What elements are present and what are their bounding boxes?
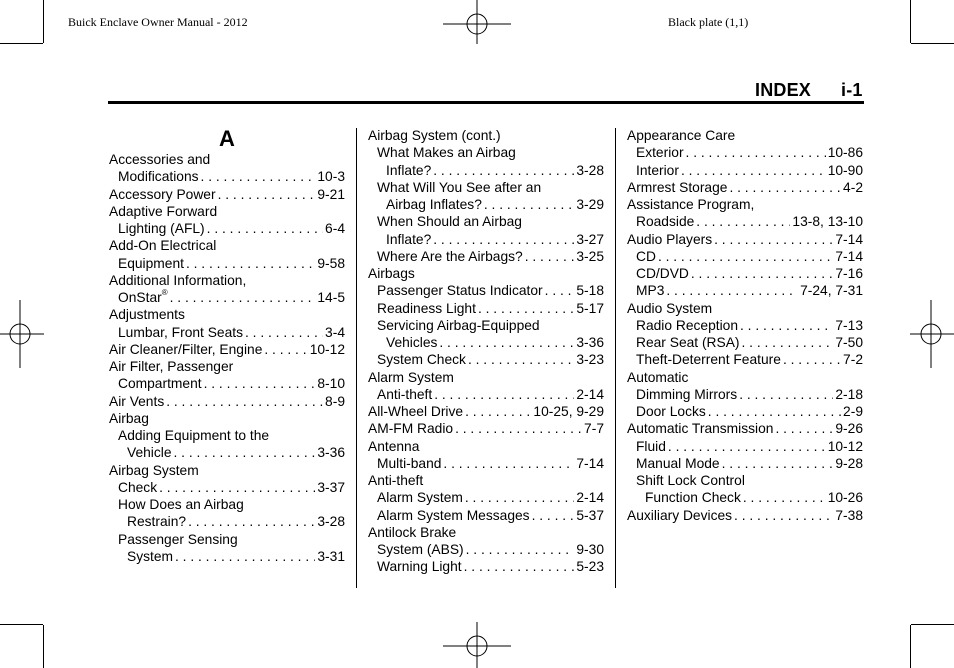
entry-page-ref: 7-24, 7-31 — [800, 283, 863, 299]
entry-term-text: Lighting (AFL) — [118, 221, 205, 236]
index-entry — [627, 455, 863, 472]
index-entry: Assistance Program, — [627, 197, 755, 212]
dot-leader — [739, 386, 833, 403]
entry-term — [636, 403, 706, 420]
entry-term-text: Readiness Light — [377, 300, 476, 316]
plate-label: Black plate (1,1) — [668, 15, 749, 29]
crop-mark — [910, 0, 911, 43]
index-entry — [368, 282, 604, 299]
index-column-2 — [368, 127, 604, 576]
registration-mark-icon — [443, 0, 511, 44]
entry-term — [636, 248, 656, 265]
index-entry: Appearance Care — [627, 128, 736, 143]
entry-page-ref: 3-4 — [325, 324, 345, 340]
dot-leader — [170, 289, 316, 306]
index-entry: What Will You See after an — [377, 179, 542, 195]
index-entry — [368, 507, 604, 524]
entry-term — [368, 420, 453, 437]
entry-page-ref: 3-31 — [317, 548, 345, 564]
entry-page-ref: 3-25 — [576, 248, 604, 264]
entry-term — [386, 231, 431, 248]
entry-term — [627, 231, 712, 248]
entry-term-text: Air Cleaner/Filter, Engine — [109, 341, 263, 357]
index-entry — [627, 248, 863, 265]
index-entry — [109, 186, 345, 203]
index-entry: Passenger Sensing — [118, 531, 238, 547]
index-entry — [627, 213, 863, 230]
index-entry: Antilock Brake — [368, 524, 457, 540]
index-entry — [368, 231, 604, 248]
entry-term-text: Warning Light — [377, 559, 462, 575]
entry-page-ref: 7-13 — [835, 317, 863, 333]
entry-page-ref: 10-26 — [827, 490, 863, 506]
index-entry — [109, 513, 345, 530]
entry-term-text: Equipment — [118, 255, 184, 271]
entry-page-ref: 10-86 — [827, 145, 863, 161]
entry-term — [636, 282, 664, 299]
dot-leader — [714, 231, 833, 248]
dot-leader — [464, 558, 575, 575]
index-entry: Adaptive Forward — [109, 203, 218, 219]
dot-leader — [455, 420, 582, 437]
entry-term — [636, 386, 737, 403]
index-entry — [368, 386, 604, 403]
entry-term — [627, 179, 727, 196]
entry-page-ref: 7-2 — [843, 352, 863, 368]
crop-mark — [911, 43, 954, 44]
entry-page-ref: 2-18 — [835, 386, 863, 402]
entry-term-text: System Check — [377, 352, 466, 368]
dot-leader — [204, 375, 316, 392]
dot-leader — [188, 513, 315, 530]
entry-term — [386, 196, 482, 213]
index-entry: Airbags — [368, 266, 415, 281]
entry-page-ref: 9-28 — [835, 455, 863, 471]
entry-term — [118, 289, 168, 306]
entry-term — [636, 144, 684, 161]
entry-page-ref: 9-26 — [835, 421, 863, 437]
entry-term — [377, 282, 543, 299]
entry-term — [386, 162, 431, 179]
index-entry — [368, 541, 604, 558]
entry-page-ref: 5-37 — [576, 507, 604, 523]
crop-mark — [911, 624, 954, 625]
entry-page-ref: 10-12 — [827, 438, 863, 454]
index-entry: What Makes an Airbag — [377, 145, 516, 161]
entry-term-text: System (ABS) — [377, 542, 464, 557]
entry-term-text: Air Vents — [109, 393, 165, 409]
entry-term-text: Inflate? — [386, 162, 432, 178]
entry-term-text: Modifications — [118, 169, 199, 185]
entry-page-ref: 3-23 — [576, 352, 604, 368]
entry-term-text: Exterior — [636, 145, 684, 161]
index-entry — [368, 334, 604, 351]
column-divider — [356, 128, 357, 588]
entry-term — [627, 507, 732, 524]
dot-leader — [484, 196, 575, 213]
dot-leader — [783, 351, 841, 368]
entry-term-text: Restrain? — [127, 514, 187, 530]
dot-leader — [468, 351, 574, 368]
index-entry — [627, 351, 863, 368]
entry-page-ref: 10-25, 9-29 — [533, 404, 604, 419]
index-entry — [368, 162, 604, 179]
entry-term-text: CD/DVD — [636, 266, 689, 281]
index-entry — [109, 324, 345, 341]
index-entry: Antenna — [368, 438, 420, 454]
dot-leader — [525, 248, 575, 265]
index-entry: Automatic — [627, 369, 689, 385]
entry-page-ref: 3-36 — [576, 335, 604, 350]
entry-term — [627, 420, 773, 437]
column-divider — [615, 128, 616, 588]
dot-leader — [708, 403, 841, 420]
index-entry — [368, 248, 604, 265]
dot-leader — [532, 507, 575, 524]
dot-leader — [264, 341, 307, 358]
dot-leader — [166, 393, 323, 410]
entry-page-ref: 8-9 — [325, 393, 345, 409]
index-entry: Adding Equipment to the — [118, 428, 270, 443]
entry-term-text: Roadside — [636, 214, 695, 230]
registered-mark: ® — [161, 288, 168, 297]
entry-term — [127, 513, 186, 530]
entry-page-ref: 5-18 — [576, 283, 604, 299]
entry-term — [377, 507, 530, 524]
entry-page-ref: 7-14 — [835, 248, 863, 264]
entry-page-ref: 3-27 — [576, 231, 604, 247]
entry-term-text: AM-FM Radio — [368, 421, 454, 437]
entry-term — [377, 489, 463, 506]
entry-page-ref: 2-14 — [576, 490, 604, 506]
header-rule — [108, 101, 864, 104]
entry-term — [118, 255, 184, 272]
entry-term — [636, 213, 694, 230]
dot-leader — [722, 455, 834, 472]
index-entry — [109, 168, 345, 185]
entry-term — [109, 393, 164, 410]
entry-page-ref: 9-30 — [576, 542, 604, 557]
index-entry — [627, 317, 863, 334]
index-entry — [109, 341, 345, 358]
entry-term-text: Passenger Status Indicator — [377, 283, 543, 299]
entry-term-text: Fluid — [636, 438, 666, 454]
registration-mark-icon — [0, 300, 44, 368]
entry-term — [377, 455, 441, 472]
index-entry — [109, 289, 345, 306]
index-entry — [368, 351, 604, 368]
entry-term-text: Armrest Storage — [627, 179, 728, 195]
index-entry — [368, 489, 604, 506]
index-entry: When Should an Airbag — [377, 214, 522, 230]
index-entry: Airbag System (cont.) — [368, 128, 501, 143]
index-entry — [627, 179, 863, 196]
index-entry — [627, 231, 863, 248]
entry-term — [377, 300, 476, 317]
entry-page-ref: 5-23 — [576, 559, 604, 575]
entry-term-text: Auxiliary Devices — [627, 507, 733, 523]
entry-term — [377, 386, 432, 403]
dot-leader — [734, 507, 833, 524]
entry-page-ref: 10-12 — [309, 341, 345, 357]
entry-term — [118, 220, 205, 237]
entry-page-ref: 2-14 — [576, 386, 604, 402]
entry-term-text: Lumbar, Front Seats — [118, 324, 244, 340]
dot-leader — [743, 489, 826, 506]
dot-leader — [439, 334, 574, 351]
page-number: i-1 — [841, 80, 863, 100]
dot-leader — [775, 420, 833, 437]
entry-term-text: Vehicles — [386, 335, 438, 350]
crop-mark — [43, 0, 44, 43]
dot-leader — [174, 444, 316, 461]
dot-leader — [159, 479, 315, 496]
index-entry — [627, 489, 863, 506]
index-entry — [627, 420, 863, 437]
entry-page-ref: 3-29 — [576, 197, 604, 212]
entry-term — [636, 162, 679, 179]
entry-term-text: Automatic Transmission — [627, 421, 774, 437]
index-entry: Accessories and — [109, 152, 211, 167]
entry-term — [368, 403, 463, 420]
entry-term — [127, 444, 172, 461]
dot-leader — [696, 213, 790, 230]
entry-term — [636, 455, 720, 472]
entry-page-ref: 7-14 — [835, 231, 863, 247]
index-entry — [109, 220, 345, 237]
index-entry — [627, 438, 863, 455]
entry-term-text: Door Locks — [636, 404, 706, 419]
entry-term — [645, 489, 741, 506]
entry-term-text: Multi-band — [377, 455, 442, 471]
dot-leader — [740, 317, 833, 334]
index-entry: Add-On Electrical — [109, 238, 217, 254]
index-entry — [627, 162, 863, 179]
entry-page-ref: 13-8, 13-10 — [792, 214, 863, 230]
entry-term — [109, 186, 216, 203]
index-entry — [368, 196, 604, 213]
manual-title: Buick Enclave Owner Manual - 2012 — [68, 15, 248, 29]
index-entry — [627, 386, 863, 403]
dot-leader — [186, 255, 315, 272]
entry-term-text: Anti-theft — [377, 386, 433, 402]
crop-mark — [910, 625, 911, 668]
dot-leader — [668, 438, 826, 455]
index-entry — [368, 403, 604, 420]
entry-term — [636, 317, 738, 334]
entry-term-text: Alarm System — [377, 490, 463, 506]
index-letter: A — [219, 126, 235, 151]
entry-term-text: All-Wheel Drive — [368, 404, 464, 419]
entry-page-ref: 3-28 — [317, 514, 345, 530]
entry-term — [386, 334, 437, 351]
dot-leader — [465, 403, 531, 420]
entry-term-text: CD — [636, 248, 656, 264]
index-entry — [627, 403, 863, 420]
entry-term — [377, 248, 523, 265]
entry-term-text: Check — [118, 479, 158, 495]
entry-term-text: Inflate? — [386, 231, 432, 247]
registration-mark-icon — [443, 622, 511, 668]
index-column-1 — [109, 127, 345, 565]
entry-page-ref: 14-5 — [317, 290, 345, 305]
index-entry — [109, 255, 345, 272]
dot-leader — [245, 324, 323, 341]
entry-term — [636, 265, 689, 282]
index-entry — [627, 144, 863, 161]
entry-page-ref: 10-3 — [317, 169, 345, 185]
entry-page-ref: 5-17 — [576, 300, 604, 316]
entry-term-text: Dimming Mirrors — [636, 386, 738, 402]
entry-term-text: Alarm System Messages — [377, 507, 530, 523]
entry-term — [118, 375, 202, 392]
entry-term — [636, 334, 740, 351]
index-entry: Airbag — [109, 410, 149, 426]
index-column-3 — [627, 127, 863, 524]
entry-page-ref: 9-58 — [317, 255, 345, 271]
index-entry: Adjustments — [109, 307, 185, 323]
entry-term — [118, 168, 199, 185]
crop-mark — [0, 43, 43, 44]
dot-leader — [207, 220, 323, 237]
index-entry: Anti-theft — [368, 473, 424, 488]
dot-leader — [686, 144, 826, 161]
entry-term — [377, 541, 464, 558]
entry-term-text: Function Check — [645, 490, 741, 506]
entry-term — [127, 548, 173, 565]
index-entry — [109, 548, 345, 565]
dot-leader — [201, 168, 316, 185]
dot-leader — [443, 455, 574, 472]
entry-term-text: Vehicle — [127, 445, 172, 461]
entry-term-text: Airbag Inflates? — [386, 197, 482, 212]
entry-term — [118, 479, 157, 496]
entry-term-text: Compartment — [118, 376, 202, 392]
dot-leader — [466, 541, 575, 558]
entry-page-ref: 2-9 — [843, 404, 863, 419]
entry-term-text: Audio Players — [627, 231, 713, 247]
dot-leader — [545, 282, 575, 299]
index-entry: Alarm System — [368, 369, 454, 385]
crop-mark — [43, 625, 44, 668]
entry-page-ref: 3-36 — [317, 445, 345, 461]
index-entry — [109, 393, 345, 410]
entry-term-text: Rear Seat (RSA) — [636, 335, 740, 350]
index-entry: Servicing Airbag-Equipped — [377, 317, 540, 333]
dot-leader — [691, 265, 833, 282]
index-entry — [627, 282, 863, 299]
entry-term — [636, 351, 781, 368]
entry-page-ref: 7-50 — [835, 335, 863, 350]
entry-term — [636, 438, 666, 455]
section-heading — [755, 80, 863, 101]
entry-page-ref: 3-37 — [317, 479, 345, 495]
index-entry: Airbag System — [109, 462, 199, 478]
index-entry: Shift Lock Control — [636, 473, 745, 488]
entry-term-text: Accessory Power — [109, 186, 216, 202]
section-title: INDEX — [755, 80, 812, 100]
dot-leader — [175, 548, 315, 565]
index-entry — [368, 558, 604, 575]
index-entry — [627, 507, 863, 524]
dot-leader — [433, 231, 574, 248]
entry-page-ref: 8-10 — [317, 376, 345, 392]
entry-term-text: Where Are the Airbags? — [377, 248, 523, 264]
entry-term — [377, 558, 462, 575]
dot-leader — [729, 179, 841, 196]
index-entry: Audio System — [627, 300, 713, 316]
entry-page-ref: 4-2 — [843, 179, 863, 195]
dot-leader — [218, 186, 316, 203]
entry-page-ref: 10-90 — [827, 162, 863, 178]
index-entry — [627, 265, 863, 282]
entry-page-ref: 7-7 — [584, 421, 604, 437]
entry-term-text: Theft-Deterrent Feature — [636, 352, 781, 368]
dot-leader — [478, 300, 574, 317]
dot-leader — [666, 282, 798, 299]
index-entry — [109, 479, 345, 496]
entry-page-ref: 7-16 — [835, 266, 863, 281]
entry-page-ref: 6-4 — [325, 221, 345, 236]
entry-page-ref: 3-28 — [576, 162, 604, 178]
dot-leader — [658, 248, 833, 265]
index-entry — [627, 334, 863, 351]
entry-term — [118, 324, 243, 341]
entry-term-text: System — [127, 548, 173, 564]
entry-term-text: OnStar — [118, 290, 162, 305]
registration-mark-icon — [910, 300, 954, 368]
index-entry — [368, 420, 604, 437]
index-entry — [368, 300, 604, 317]
dot-leader — [433, 162, 574, 179]
index-entry — [109, 444, 345, 461]
dot-leader — [742, 334, 834, 351]
entry-term — [109, 341, 262, 358]
entry-term-text: Manual Mode — [636, 455, 720, 471]
entry-page-ref: 7-38 — [835, 507, 863, 523]
entry-term-text: MP3 — [636, 283, 665, 299]
index-entry: Additional Information, — [109, 272, 247, 288]
entry-term-text: Interior — [636, 162, 679, 178]
entry-page-ref: 7-14 — [576, 455, 604, 471]
dot-leader — [434, 386, 574, 403]
crop-mark — [0, 624, 43, 625]
dot-leader — [465, 489, 575, 506]
index-entry: Air Filter, Passenger — [109, 359, 234, 374]
index-entry — [368, 455, 604, 472]
entry-term — [377, 351, 466, 368]
entry-term-text: Radio Reception — [636, 317, 739, 333]
index-entry — [109, 375, 345, 392]
entry-page-ref: 9-21 — [317, 186, 345, 202]
index-entry: How Does an Airbag — [118, 497, 244, 512]
dot-leader — [681, 162, 826, 179]
